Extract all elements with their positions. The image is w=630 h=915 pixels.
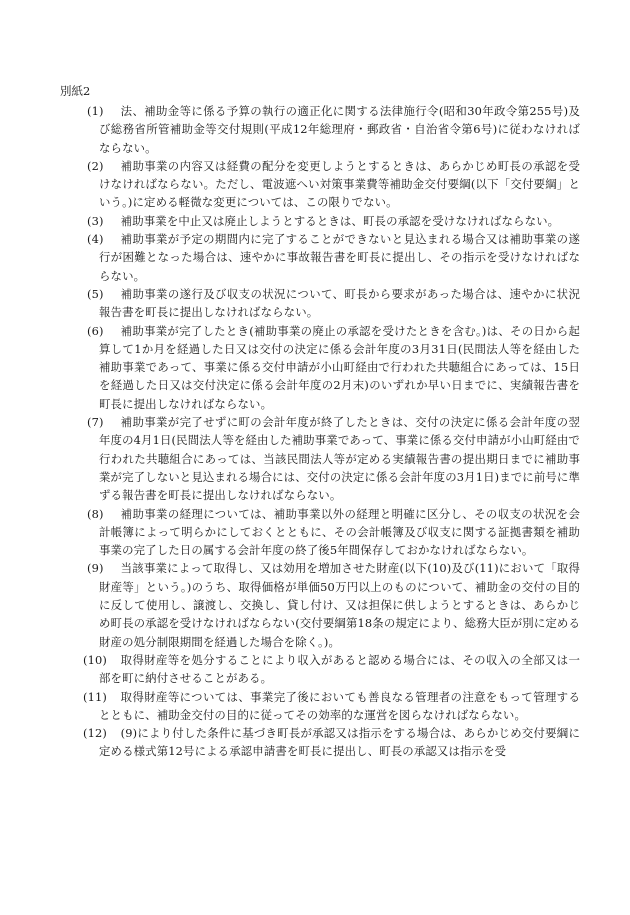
item-number: (4) [87,232,104,247]
condition-item-1 [60,102,580,157]
item-number: (7) [87,415,104,430]
item-text: 法、補助金等に係る予算の執行の適正化に関する法律施行令(昭和30年政令第255号)及び総務省所管補助金等交付規則(平成12年総理府・郵政省・自治省令第6号)に従わなければならない。 [99,104,580,155]
item-text: 補助事業の内容又は経費の配分を変更しようとするときは、あらかじめ町長の承認を受けなければならない。ただし、電波遮へい対策事業費等補助金交付要綱(以下「交付要綱」という。)に定める軽微な変更については、この限りでない。 [99,158,580,210]
condition-item-8 [60,505,580,560]
item-number: (10) [83,652,107,667]
item-number: (9) [87,561,104,576]
item-text: 補助事業の遂行及び収支の状況について、町長から要求があった場合は、速やかに状況報告書を町長に提出しなければならない。 [99,286,580,320]
item-number: (2) [87,158,104,173]
item-number: (5) [87,286,104,301]
condition-item-4 [60,230,580,285]
condition-item-10 [60,651,580,688]
condition-item-3 [60,212,580,230]
item-text: 補助事業を中止又は廃止しようとするときは、町長の承認を受けなければならない。 [120,213,560,228]
item-text: 取得財産等を処分することにより収入があると認める場合には、その収入の全部又は一部を町に納付させることがある。 [99,652,580,686]
condition-item-7 [60,413,580,504]
attachment-heading: 別紙2 [60,84,91,98]
item-text: 補助事業の経理については、補助事業以外の経理と明確に区分し、その収支の状況を会計帳簿によって明らかにしておくとともに、その会計帳簿及び収支に関する証拠書類を補助事業の完了した日の属する会計年度の終了後5年間保存しておかなければならない。 [99,506,580,558]
condition-item-6 [60,322,580,413]
item-text: 補助事業が完了せずに町の会計年度が終了したときは、交付の決定に係る会計年度の翌年度の4月1日(民間法人等を経由した補助事業であって、事業に係る交付申請が小山町経由で行われた共聴組合にあっては、当該民間法人等が定める実績報告書の提出期日までに補助事業が完了しないと見込まれる場合には、交付の決定に係る会計年度の3月1日)までに前号に準ずる報告書を町長に提出しなければならない。 [99,415,581,503]
item-number: (6) [87,323,104,338]
condition-item-11 [60,688,580,725]
item-number: (12) [83,726,107,741]
item-text: 補助事業が完了したとき(補助事業の廃止の承認を受けたときを含む。)は、その日から起算して1か月を経過した日又は交付の決定に係る会計年度の3月31日(民間法人等を経由した補助事業であって、事業に係る交付申請が小山町経由で行われた共聴組合にあっては、15日を経過した日又は交付決定に係る会計年度の2月末)のいずれか早い日までに、実績報告書を町長に提出しなければならない。 [99,323,580,411]
condition-item-5 [60,285,580,322]
item-text: 取得財産等については、事業完了後においても善良なる管理者の注意をもって管理するとともに、補助金交付の目的に従ってその効率的な運営を図らなければならない。 [99,689,580,722]
item-text: (9)により付した条件に基づき町長が承認又は指示をする場合は、あらかじめ交付要綱に定める様式第12号による承認申請書を町長に提出し、町長の承認又は指示を受 [99,726,580,759]
item-text: 当該事業によって取得し、又は効用を増加させた財産(以下(10)及び(11)において「取得財産等」という。)のうち、取得価格が単価50万円以上のものについて、補助金の交付の目的に反して使用し、譲渡し、交換し、貸し付け、又は担保に供しようとするときは、あらかじめ町長の承認を受けなければならない(交付要綱第18条の規定により、総務大臣が別に定める財産の処分制限期間を経過した場合を除く。)。 [99,561,581,649]
item-number: (1) [87,104,104,118]
item-number: (8) [87,506,104,521]
item-number: (3) [87,213,104,228]
condition-item-12 [60,724,580,761]
condition-item-2 [60,157,580,212]
item-number: (11) [83,689,107,704]
condition-item-9 [60,559,580,650]
item-text: 補助事業が予定の期間内に完了することができないと見込まれる場合又は補助事業の遂行が困難となった場合は、速やかに事故報告書を町長に提出し、その指示を受けなければならない。 [99,232,580,283]
